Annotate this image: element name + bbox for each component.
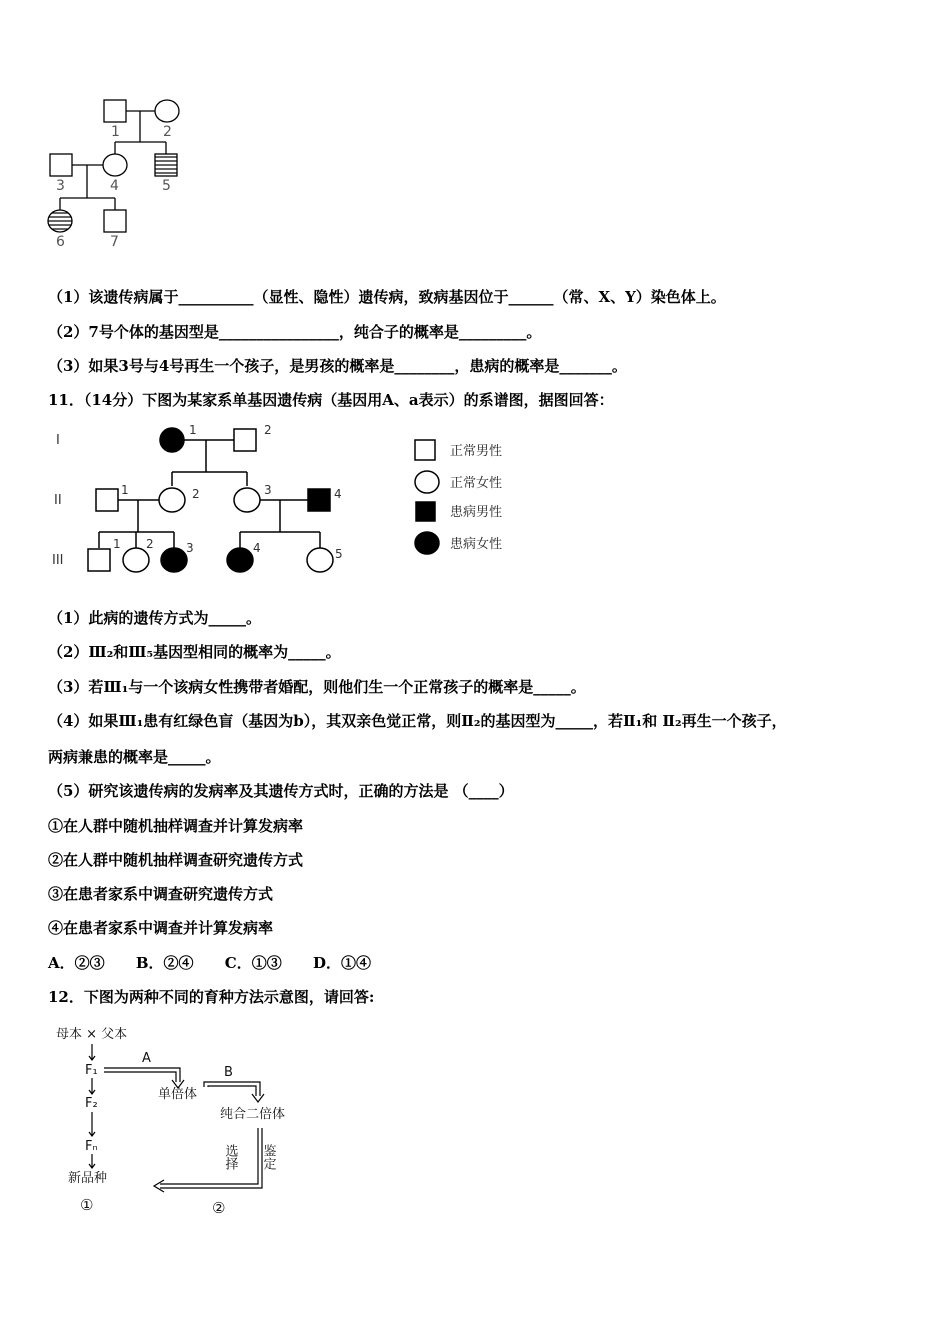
legend-affected-female: 患病女性: [450, 537, 503, 552]
legend-affected-male-symbol: [416, 502, 435, 521]
q11-part-5: （5）研究该遗传病的发病率及其遗传方式时，正确的方法是 （____）: [48, 782, 514, 800]
label-5: 5: [162, 178, 171, 194]
I1-affected-female: [160, 428, 184, 452]
individual-6-affected-female: [48, 210, 72, 232]
option-c[interactable]: C．①③: [224, 954, 282, 972]
diploid-label: 纯合二倍体: [220, 1107, 286, 1122]
label-2: 2: [163, 124, 172, 140]
II2-normal-female: [159, 488, 185, 512]
f1-label: F₁: [85, 1063, 98, 1078]
route-1-label: ①: [80, 1196, 94, 1214]
num-I1: 1: [189, 423, 197, 437]
I2-normal-male: [234, 429, 256, 451]
legend-normal-female-symbol: [415, 471, 439, 493]
option-d[interactable]: D．①④: [312, 954, 371, 972]
q11-part-4a: （4）如果Ⅲ₁患有红绿色盲（基因为b），其双亲色觉正常，则Ⅱ₂的基因型为_____，若Ⅱ₁和 Ⅱ₂再生一个孩子，: [48, 712, 787, 730]
num-III3: 3: [186, 541, 194, 555]
III4-affected-female: [227, 548, 253, 572]
legend-affected-male: 患病男性: [450, 505, 503, 520]
q10-part-1: （1）该遗传病属于__________（显性、隐性）遗传病，致病基因位于______（常、X、Y）染色体上。: [48, 288, 726, 306]
fn-label: Fₙ: [85, 1139, 98, 1154]
num-III1: 1: [113, 537, 121, 551]
pedigree-legend: [410, 432, 550, 562]
individual-2-female: [155, 100, 179, 122]
parents-label: 母本 × 父本: [56, 1027, 128, 1042]
legend-normal-male-symbol: [415, 440, 435, 460]
label-3: 3: [56, 178, 65, 194]
breeding-diagram: [52, 1020, 312, 1220]
label-7: 7: [110, 234, 119, 250]
q11-statement-4: ④在患者家系中调查并计算发病率: [48, 919, 274, 937]
route-2-label: ②: [212, 1199, 226, 1217]
q10-part-3: （3）如果3号与4号再生一个孩子，是男孩的概率是________，患病的概率是_______。: [48, 357, 627, 375]
II4-affected-male: [308, 489, 330, 511]
num-II1: 1: [121, 483, 129, 497]
q12-header: 12．下图为两种不同的育种方法示意图，请回答:: [48, 988, 375, 1006]
option-b[interactable]: B．②④: [135, 954, 194, 972]
individual-1-male: [104, 100, 126, 122]
pedigree-figure-1: [40, 92, 200, 252]
num-II2: 2: [192, 487, 200, 501]
individual-3-male: [50, 154, 72, 176]
num-II4: 4: [334, 487, 342, 501]
arrow-a-label: A: [142, 1051, 151, 1066]
q11-statement-2: ②在人群中随机抽样调查研究遗传方式: [48, 851, 304, 869]
legend-normal-male: 正常男性: [450, 444, 503, 459]
label-1: 1: [111, 124, 120, 140]
gen-label-II: II: [54, 493, 62, 508]
q11-part-2: （2）Ⅲ₂和Ⅲ₅基因型相同的概率为_____。: [48, 643, 341, 661]
label-4: 4: [110, 178, 119, 194]
arrow-b-label: B: [224, 1065, 233, 1080]
q11-part-4b: 两病兼患的概率是_____。: [48, 748, 221, 766]
identify-label: 鉴定: [260, 1144, 276, 1170]
new-variety-label: 新品种: [68, 1171, 108, 1186]
III1-normal-male: [88, 549, 110, 571]
legend-normal-female: 正常女性: [450, 476, 503, 491]
haploid-label: 单倍体: [158, 1087, 198, 1102]
III3-affected-female: [161, 548, 187, 572]
num-I2: 2: [264, 423, 272, 437]
select-label: 选择: [222, 1144, 238, 1170]
III2-normal-female: [123, 548, 149, 572]
q11-header: 11．（14分）下图为某家系单基因遗传病（基因用A、a表示）的系谱图，据图回答：: [48, 391, 614, 409]
num-III2: 2: [146, 537, 154, 551]
gen-label-III: III: [52, 553, 64, 568]
f2-label: F₂: [85, 1096, 98, 1111]
individual-4-female: [103, 154, 127, 176]
q11-statement-3: ③在患者家系中调查研究遗传方式: [48, 885, 274, 903]
individual-5-affected-male: [155, 154, 177, 176]
individual-7-male: [104, 210, 126, 232]
num-III5: 5: [335, 547, 343, 561]
q11-options: [48, 952, 397, 973]
legend-affected-female-symbol: [415, 532, 439, 554]
pedigree-figure-2: [44, 418, 374, 588]
II3-normal-female: [234, 488, 260, 512]
num-III4: 4: [253, 541, 261, 555]
II1-normal-male: [96, 489, 118, 511]
option-a[interactable]: A．②③: [48, 954, 105, 972]
gen-label-I: I: [56, 433, 60, 448]
q11-statement-1: ①在人群中随机抽样调查并计算发病率: [48, 817, 304, 835]
III5-normal-female: [307, 548, 333, 572]
q11-part-1: （1）此病的遗传方式为_____。: [48, 609, 261, 627]
q10-part-2: （2）7号个体的基因型是________________，纯合子的概率是_________。: [48, 323, 542, 341]
label-6: 6: [56, 234, 65, 250]
num-II3: 3: [264, 483, 272, 497]
q11-part-3: （3）若Ⅲ₁与一个该病女性携带者婚配，则他们生一个正常孩子的概率是_____。: [48, 678, 586, 696]
